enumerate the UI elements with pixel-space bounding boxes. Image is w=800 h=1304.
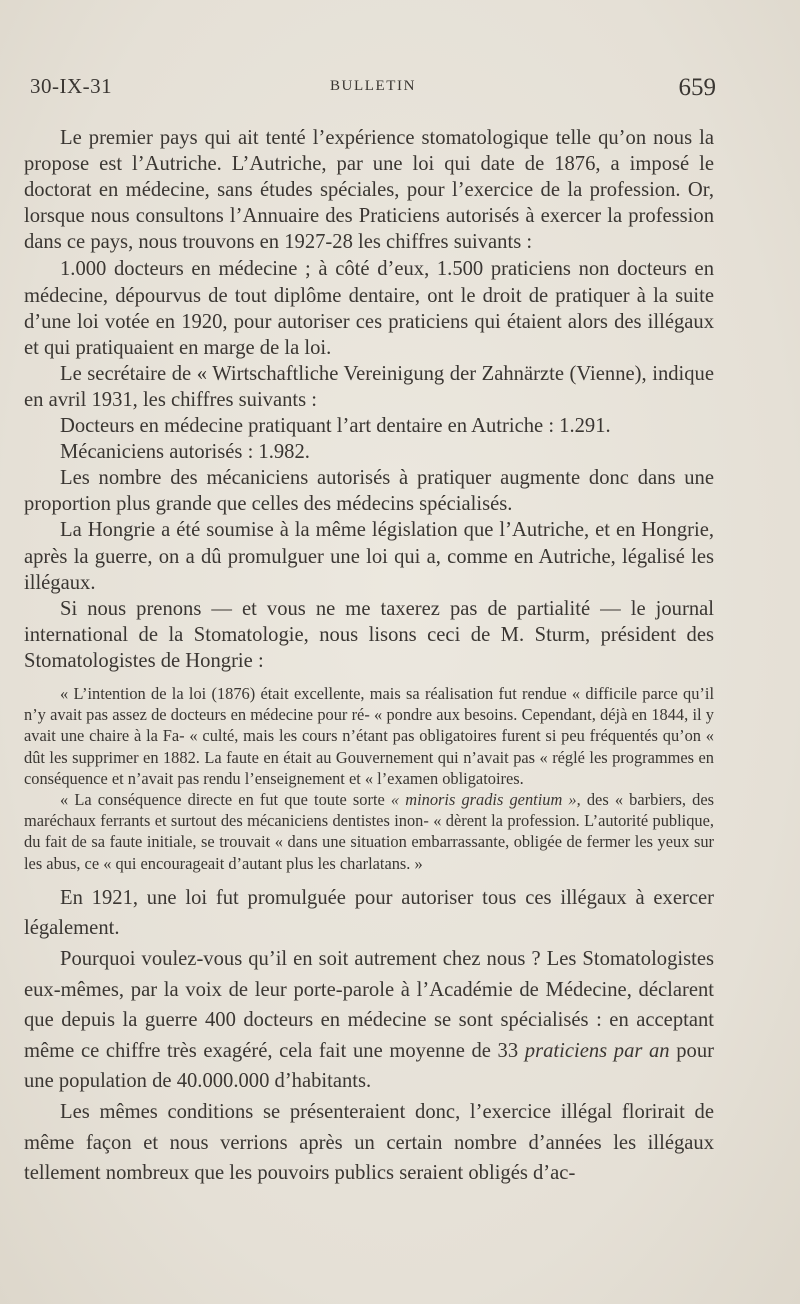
paragraph-mechanics-count: Mécaniciens autorisés : 1.982. [60, 441, 310, 464]
page-number: 659 [678, 74, 716, 101]
paragraph-figures-1927: 1.000 docteurs en médecine ; à côté d’eux, 1.500 praticiens non docteurs en médecine, dépourvus de tout diplôme dentaire, ont le droit de pratiquer à la suite d’une loi votée en 1920, pour autoriser ces praticiens qui étaient alors des illégaux et qui pratiquaient en marge de la loi. [24, 258, 714, 359]
paragraph-sturm-intro: Si nous prenons — et vous ne me taxerez pas de partialité — le journal international de la Stomatologie, nous lisons ceci de M. Sturm, président des Stomatologistes de Hongrie : [24, 597, 714, 672]
why-otherwise-end: pour une population de 40.000.000 d’habitants. [24, 1039, 714, 1093]
paragraph-same-conditions: Les mêmes conditions se présenteraient donc, l’exercice illégal florirait de même façon et nous verrions après un certain nombre d’années les illégaux tellement nombreux que les pouvoirs publics seraient obligés d’ac- [24, 1100, 714, 1185]
quote-paragraph-1: « L’intention de la loi (1876) était excellente, mais sa réalisation fut rendue « difficile parce qu’il n’y avait pas assez de docteurs en médecine pour ré- « pondre aux besoins. Cependant, déjà en 1844, il y avait une chaire à la Fa- « culté, mais les cours n’étant pas obligatoires furent si peu fréquentés qu’on « dût les supprimer en 1882. La faute en était au Gouvernement qui n’avait pas « réglé les programmes en conséquence et n’avait pas rendu l’enseignement et « l’examen obligatoires. [24, 683, 714, 788]
header-title: BULLETIN [329, 78, 417, 94]
praticiens-par-an: praticiens par an [524, 1039, 670, 1062]
page-body [24, 125, 714, 1189]
paragraph-hungary: La Hongrie a été soumise à la même législation que l’Autriche, et en Hongrie, après la guerre, on a dû promulguer une loi qui a, comme en Autriche, légalisé les illégaux. [24, 519, 714, 594]
paragraph-proportion: Les nombre des mécaniciens autorisés à pratiquer augmente donc dans une proportion plus grande que celles des médecins spécialisés. [24, 467, 714, 516]
paragraph-doctors-count: Docteurs en médecine pratiquant l’art dentaire en Autriche : 1.291. [60, 415, 611, 438]
running-header [30, 72, 716, 108]
paragraph-why-otherwise [24, 944, 714, 1097]
quote-p2-end: , des « barbiers, des maréchaux ferrants et surtout des mécaniciens dentistes inon- « dèrent la profession. L’autorité publique, du fait de sa faute initiale, se trouvait « dans une situation embarrassante, obligée de fermer les yeux sur les abus, ce « qui encourageait d’autant plus les charlatans. » [24, 789, 715, 873]
why-otherwise-start: Pourquoi voulez-vous qu’il en soit autrement chez nous ? Les Stomatologistes eux-mêmes, par la voix de leur porte-parole à l’Académie de Médecine, déclarent que depuis la guerre 400 docteurs en médecine se sont spécialisés : en acceptant même ce chiffre très exagéré, cela fait une moyenne de 33 [24, 947, 714, 1062]
quote-p2-start: « La conséquence directe en fut que toute sorte [60, 789, 391, 809]
quote-latin-phrase: « minoris gradis gentium » [390, 789, 577, 809]
paragraph-secretary: Le secrétaire de « Wirtschaftliche Vereinigung der Zahnärzte (Vienne), indique en avril 1931, les chiffres suivants : [24, 362, 714, 411]
paragraph-law-1921: En 1921, une loi fut promulguée pour autoriser tous ces illégaux à exercer légalement. [24, 886, 714, 940]
sturm-quotation [24, 683, 714, 874]
header-date: 30-IX-31 [30, 74, 113, 98]
conclusion-section [24, 883, 714, 1189]
quote-paragraph-2 [24, 789, 714, 874]
paragraph-austria-intro: Le premier pays qui ait tenté l’expérience stomatologique telle qu’on nous la propose est l’Autriche. L’Autriche, par une loi qui date de 1876, a imposé le doctorat en médecine, sans études spéciales, pour l’exercice de la profession. Or, lorsque nous consultons l’Annuaire des Praticiens autorisés à exercer la profession dans ce pays, nous trouvons en 1927-28 les chiffres suivants : [24, 127, 714, 254]
